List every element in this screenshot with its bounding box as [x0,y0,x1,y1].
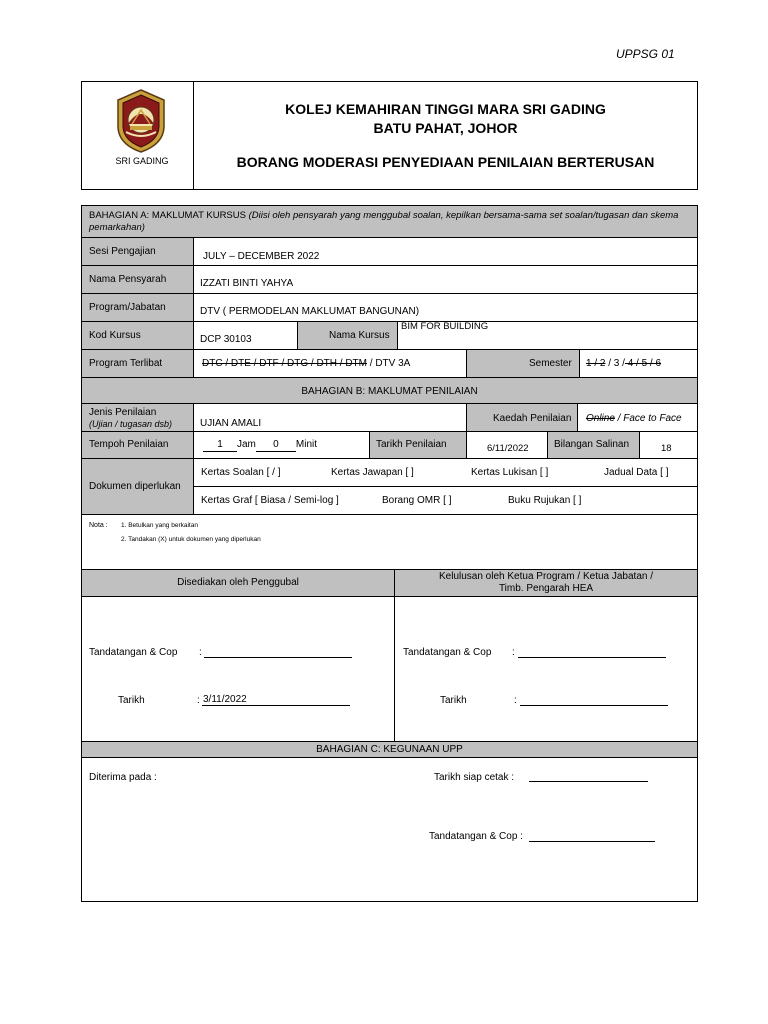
program-label: Program/Jabatan [89,302,166,313]
semester-struck-1: 1 / 2 [586,358,606,369]
nama-kursus-label: Nama Kursus [329,330,390,341]
pensyarah-value[interactable]: IZZATI BINTI YAHYA [200,278,294,289]
dokumen-label: Dokumen diperlukan [89,481,181,492]
kaedah-value[interactable] [586,413,682,425]
jenis-label: Jenis Penilaian [89,407,157,418]
doc-borang-omr[interactable]: Borang OMR [ ] [382,495,452,506]
doc-kertas-graf[interactable]: Kertas Graf [ Biasa / Semi-log ] [201,495,339,506]
program-terlibat-value[interactable] [202,358,410,370]
form-title: BORANG MODERASI PENYEDIAAN PENILAIAN BERTERUSAN [236,154,655,170]
col-line [579,349,580,377]
nota-item-1: 1. Betulkan yang berkaitan [121,522,198,529]
row-line [82,458,697,459]
program-terlibat-label: Program Terlibat [89,358,163,369]
col-line [369,431,370,458]
section-b-title: BAHAGIAN B: MAKLUMAT PENILAIAN [301,386,478,397]
right-tandatangan-line[interactable] [518,657,666,658]
kaedah-struck: Online [586,413,615,424]
semester-label: Semester [529,358,572,369]
left-tandatangan-line[interactable] [204,657,352,658]
semester-selected: / 3 / [605,358,625,369]
tempoh-value[interactable] [203,439,317,452]
col-line [547,431,548,458]
tarikh-penilaian-label: Tarikh Penilaian [376,439,447,450]
left-tandatangan-colon: : [199,647,202,658]
row-line [193,486,697,487]
kod-kursus-label: Kod Kursus [89,330,141,341]
signature-left-title: Disediakan oleh Penggubal [177,577,299,588]
siap-cetak-label: Tarikh siap cetak : [434,772,515,783]
kaedah-selected: / Face to Face [614,413,682,424]
college-location: BATU PAHAT, JOHOR [373,120,518,136]
left-tarikh-line [202,705,350,706]
diterima-label: Diterima pada : [89,772,157,783]
row-line [82,321,697,322]
col-line [193,237,194,377]
doc-jadual-data[interactable]: Jadual Data [ ] [604,467,669,478]
college-logo [114,88,168,154]
signature-right-title-1: Kelulusan oleh Ketua Program / Ketua Jabatan / [438,571,654,582]
right-tandatangan-label: Tandatangan & Cop [403,647,492,658]
jenis-sub-label: (Ujian / tugasan dsb) [89,419,173,429]
col-line [639,431,640,458]
section-a-title [89,210,691,234]
salinan-value[interactable]: 18 [661,443,672,454]
section-c-tandatangan-line[interactable] [529,841,655,842]
left-tarikh-value[interactable]: 3/11/2022 [203,694,247,705]
semester-value[interactable] [586,358,661,370]
program-value[interactable]: DTV ( PERMODELAN MAKLUMAT BANGUNAN) [200,306,420,317]
minit-value: 0 [256,439,296,452]
section-a-note: (Diisi oleh pensyarah yang menggubal soalan, kepilkan bersama-sama set soalan/tugasan dan skema pemarkahan) [89,210,679,233]
kaedah-label: Kaedah Penilaian [493,413,572,424]
document-code: UPPSG 01 [616,47,675,61]
col-line [193,403,194,514]
row-line [82,757,697,758]
left-tarikh-label: Tarikh [118,695,145,706]
nota-label: Nota : [89,522,108,529]
sesi-label: Sesi Pengajian [89,246,156,257]
signature-right-title-2: Timb. Pengarah HEA [498,583,594,594]
doc-kertas-soalan[interactable]: Kertas Soalan [ / ] [201,467,281,478]
siap-cetak-line[interactable] [529,781,648,782]
tarikh-penilaian-value[interactable]: 6/11/2022 [487,443,529,454]
kod-kursus-value[interactable]: DCP 30103 [200,334,252,345]
jam-value: 1 [203,439,237,452]
logo-caption: SRI GADING [115,156,169,166]
minit-label: Minit [295,439,318,450]
right-tandatangan-colon: : [512,647,515,658]
col-line [466,349,467,377]
left-tandatangan-label: Tandatangan & Cop [89,647,178,658]
row-line [82,265,697,266]
nama-kursus-value[interactable]: BIM FOR BUILDING [401,321,489,332]
section-c-tandatangan-label: Tandatangan & Cop : [429,831,523,842]
col-line [397,321,398,349]
row-line [82,349,697,350]
program-terlibat-selected: / DTV 3A [367,358,411,369]
college-name: KOLEJ KEMAHIRAN TINGGI MARA SRI GADING [285,101,606,117]
right-tarikh-label: Tarikh [440,695,467,706]
col-line [297,321,298,349]
jenis-value[interactable]: UJIAN AMALI [200,418,262,429]
doc-buku-rujukan[interactable]: Buku Rujukan [ ] [508,495,582,506]
tempoh-label: Tempoh Penilaian [89,439,169,450]
salinan-label: Bilangan Salinan [554,439,630,450]
row-line [82,431,697,432]
row-line [82,596,697,597]
program-terlibat-struck: DTC / DTE / DTF / DTG / DTH / DTM [202,358,367,369]
sesi-value[interactable]: JULY – DECEMBER 2022 [203,251,320,262]
doc-kertas-lukisan[interactable]: Kertas Lukisan [ ] [471,467,549,478]
section-a-title-text: BAHAGIAN A: MAKLUMAT KURSUS [89,210,246,221]
doc-kertas-jawapan[interactable]: Kertas Jawapan [ ] [331,467,414,478]
row-line [82,514,697,515]
col-line [577,403,578,431]
pensyarah-label: Nama Pensyarah [89,274,167,285]
semester-struck-2: 4 / 5 / 6 [624,358,662,369]
right-tarikh-colon: : [514,695,517,706]
col-line [466,403,467,458]
right-tarikh-line[interactable] [520,705,668,706]
nota-item-2: 2. Tandakan (X) untuk dokumen yang diperlukan [121,536,261,543]
left-tarikh-colon: : [197,695,200,706]
row-line [82,293,697,294]
section-c-title: BAHAGIAN C: KEGUNAAN UPP [316,744,463,755]
jam-label: Jam [237,439,256,450]
